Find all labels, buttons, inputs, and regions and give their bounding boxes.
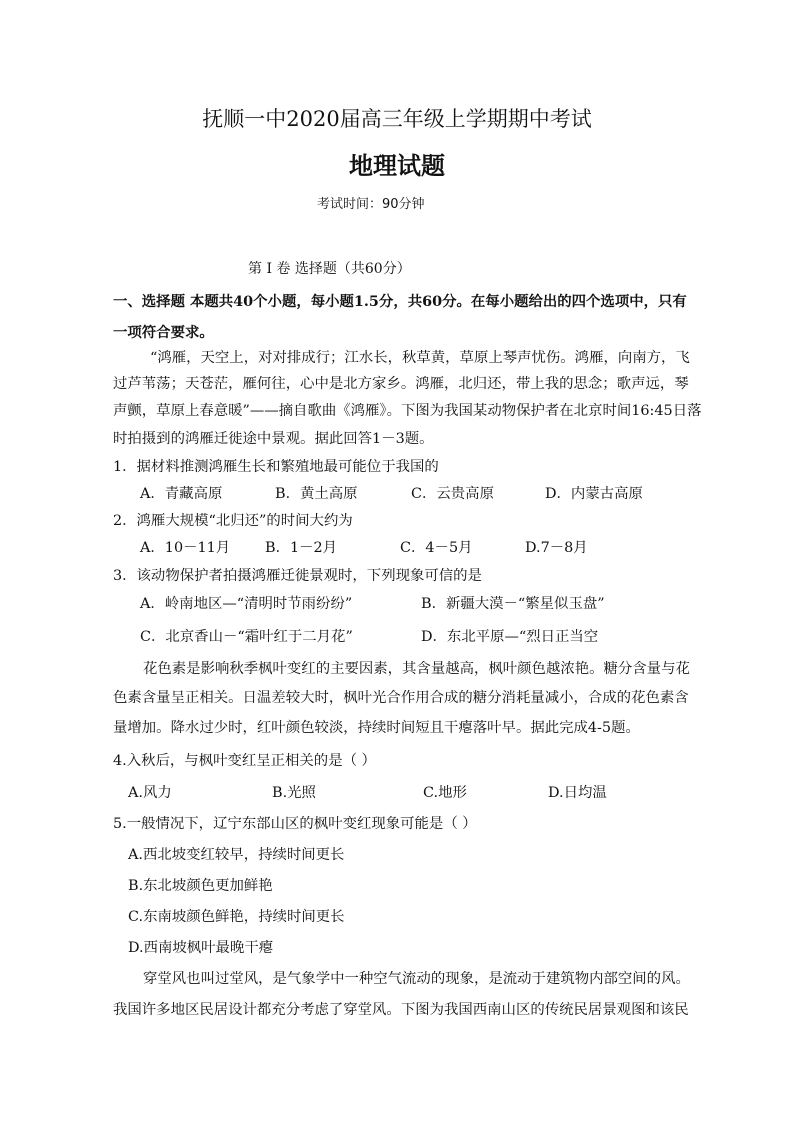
q3-option-b: B．新疆大漠－“繁星似玉盘” [421, 596, 605, 612]
passage2-line-3: 量增加。降水过少时，红叶颜色较淡，持续时间短且干瘪落叶早。据此完成4-5题。 [113, 720, 640, 736]
q1-stem: 1．据材料推测鸿雁生长和繁殖地最可能位于我国的 [113, 459, 439, 475]
q5-option-b: B.东北坡颜色更加鲜艳 [128, 878, 273, 894]
subject-title: 地理试题 [349, 152, 445, 180]
q5-stem: 5.一般情况下，辽宁东部山区的枫叶变红现象可能是（ ） [113, 816, 477, 832]
exam-time: 考试时间：90分钟 [317, 197, 425, 212]
q5-option-c: C.东南坡颜色鲜艳，持续时间更长 [128, 909, 345, 925]
q1-option-c: C．云贵高原 [411, 486, 494, 502]
q2-option-b: B．1－2月 [265, 540, 338, 556]
instruction-line-2: 一项符合要求。 [113, 324, 214, 341]
q4-option-b: B.光照 [272, 785, 316, 801]
q4-stem: 4.入秋后，与枫叶变红呈正相关的是（ ） [113, 753, 376, 769]
passage2-line-1: 花色素是影响秋季枫叶变红的主要因素，其含量越高，枫叶颜色越浓艳。糖分含量与花 [143, 661, 690, 677]
passage3-line-1: 穿堂风也叫过堂风，是气象学中一种空气流动的现象，是流动于建筑物内部空间的风。 [143, 971, 690, 987]
q1-option-a: A．青藏高原 [140, 486, 223, 502]
q3-option-d: D．东北平原—“烈日正当空 [421, 629, 599, 645]
q2-option-c: C．4－5月 [400, 540, 473, 556]
q5-option-d: D.西南坡枫叶最晚干瘪 [128, 940, 274, 956]
exam-title: 抚顺一中2020届高三年级上学期期中考试 [202, 107, 592, 131]
passage3-line-2: 我国许多地区民居设计都充分考虑了穿堂风。下图为我国西南山区的传统民居景观图和该民 [113, 1002, 689, 1018]
q2-option-d: D.7－8月 [525, 540, 588, 556]
passage1-line-1: “鸿雁，天空上，对对排成行；江水长，秋草黄，草原上琴声忧伤。鸿雁，向南方，飞 [150, 350, 690, 366]
q2-option-a: A．10－11月 [140, 540, 231, 556]
instruction-line-1: 一、选择题 本题共40个小题，每小题1.5分，共60分。在每小题给出的四个选项中，只有 [113, 293, 687, 310]
q3-option-c: C．北京香山－“霜叶红于二月花” [140, 629, 353, 645]
passage1-line-2: 过芦苇荡；天苍茫，雁何往，心中是北方家乡。鸿雁，北归还，带上我的思念；歌声远，琴 [113, 376, 689, 392]
q3-option-a: A．岭南地区—“清明时节雨纷纷” [140, 596, 353, 612]
q3-stem: 3．该动物保护者拍摄鸿雁迁徙景观时，下列现象可信的是 [113, 568, 482, 584]
q4-option-d: D.日均温 [548, 785, 607, 801]
q4-option-c: C.地形 [423, 785, 467, 801]
q1-option-d: D．内蒙古高原 [545, 486, 643, 502]
q1-option-b: B．黄土高原 [275, 486, 358, 502]
passage1-line-4: 时拍摄到的鸿雁迁徙途中景观。据此回答1－3题。 [113, 431, 434, 447]
passage1-line-3: 声颤，草原上春意暖”——摘自歌曲《鸿雁》。下图为我国某动物保护者在北京时间16:45日落 [113, 403, 702, 419]
section-heading: 第 Ⅰ 卷 选择题（共60分） [248, 261, 411, 277]
q4-option-a: A.风力 [128, 785, 172, 801]
q2-stem: 2．鸿雁大规模“北归还”的时间大约为 [113, 513, 353, 529]
q5-option-a: A.西北坡变红较早，持续时间更长 [128, 847, 345, 863]
passage2-line-2: 色素含量呈正相关。日温差较大时，枫叶光合作用合成的糖分消耗量减小，合成的花色素含 [113, 690, 689, 706]
